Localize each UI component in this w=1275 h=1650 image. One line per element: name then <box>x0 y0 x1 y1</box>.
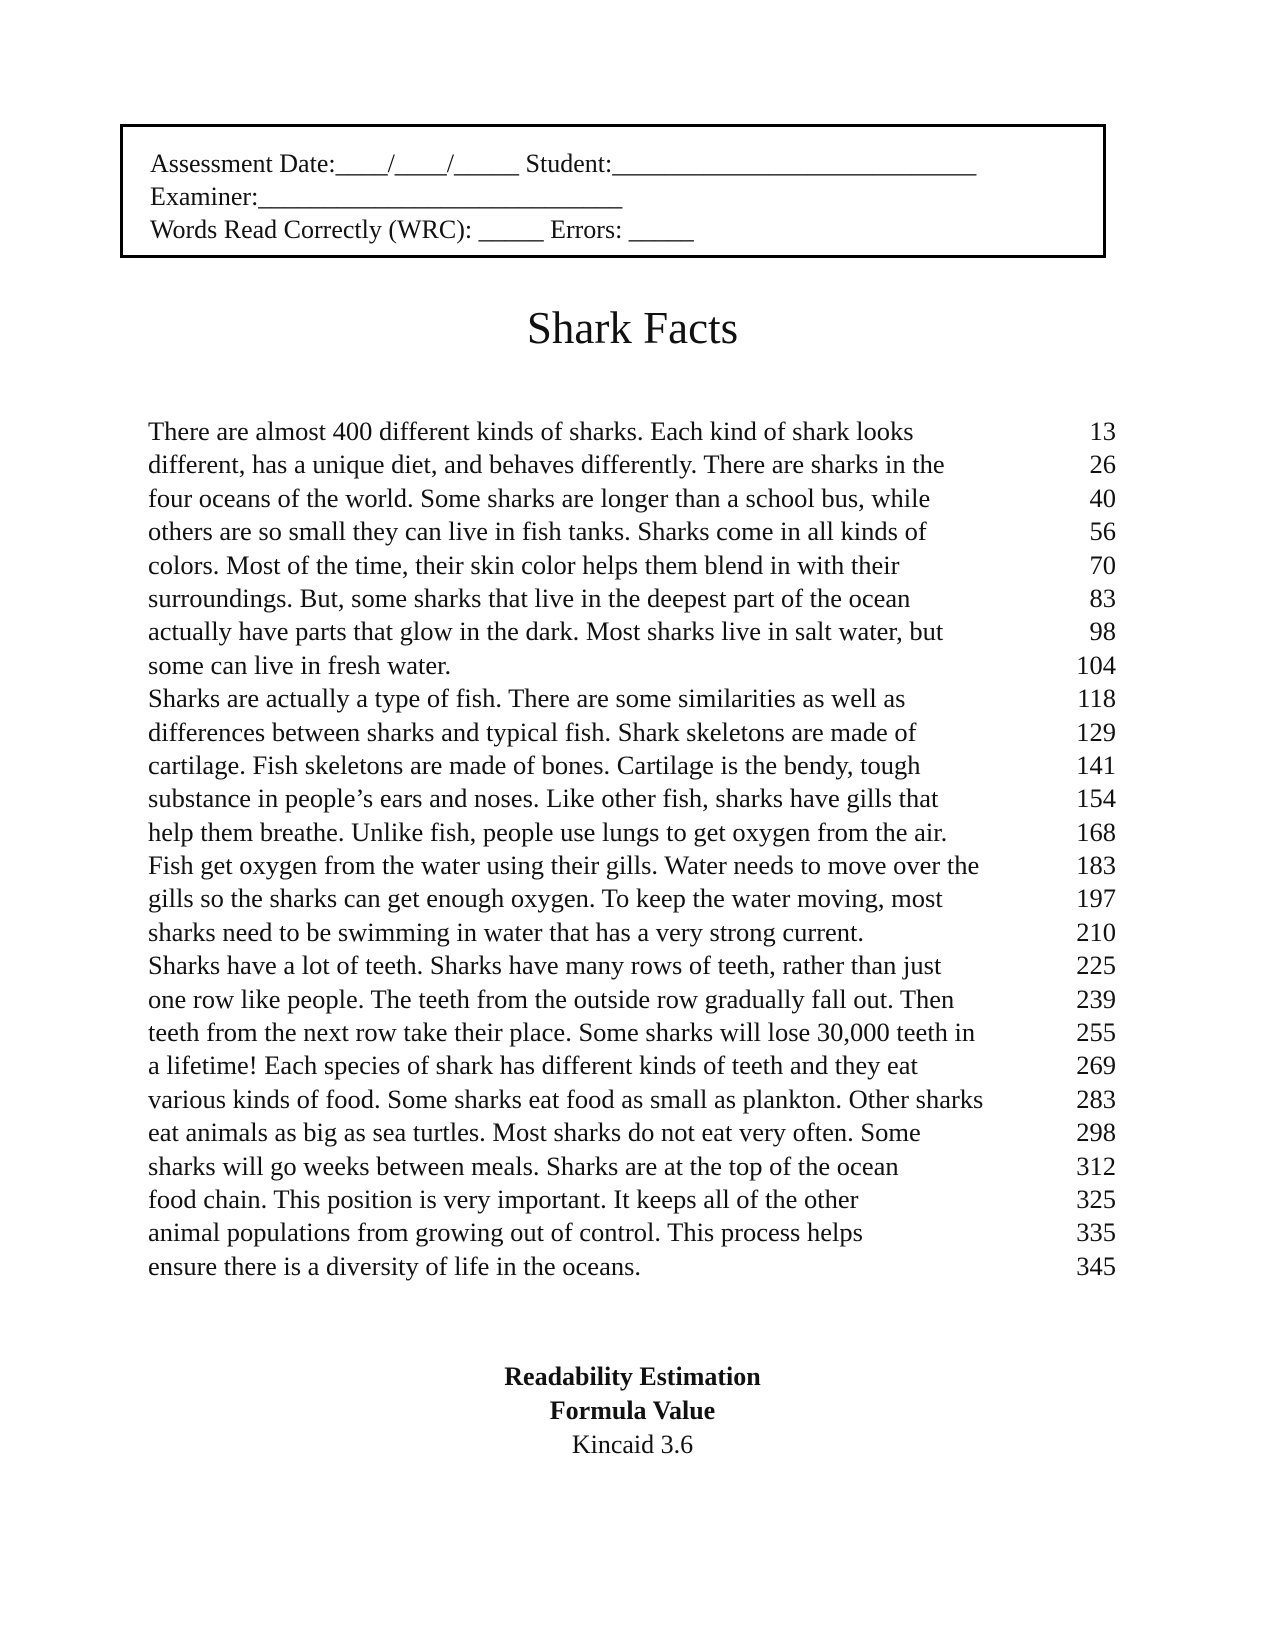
line-text: others are so small they can live in fish tanks. Sharks come in all kinds of <box>148 516 927 547</box>
line-text: eat animals as big as sea turtles. Most sharks do not eat very often. Some <box>148 1117 921 1148</box>
word-count: 56 <box>1089 516 1116 547</box>
passage-line <box>148 949 1116 982</box>
passage-line <box>148 515 1116 548</box>
line-text: a lifetime! Each species of shark has different kinds of teeth and they eat <box>148 1050 918 1081</box>
word-count: 269 <box>1076 1050 1116 1081</box>
page-title: Shark Facts <box>526 303 739 353</box>
line-text: differences between sharks and typical fish. Shark skeletons are made of <box>148 716 917 747</box>
kincaid-value: Kincaid 3.6 <box>571 1430 694 1459</box>
word-count: 141 <box>1076 749 1116 780</box>
passage-line <box>148 1150 1116 1183</box>
line-text: various kinds of food. Some sharks eat food as small as plankton. Other sharks <box>148 1083 984 1114</box>
passage-line <box>148 1016 1116 1049</box>
word-count: 129 <box>1076 716 1116 747</box>
passage-line <box>148 1083 1116 1116</box>
line-text: Fish get oxygen from the water using their gills. Water needs to move over the <box>148 850 980 881</box>
line-text: cartilage. Fish skeletons are made of bones. Cartilage is the bendy, tough <box>148 749 921 780</box>
word-count: 98 <box>1089 616 1116 647</box>
word-count: 83 <box>1089 582 1116 613</box>
word-count: 154 <box>1076 783 1116 814</box>
line-text: help them breathe. Unlike fish, people use lungs to get oxygen from the air. <box>148 816 948 847</box>
word-count: 210 <box>1076 916 1116 947</box>
passage-line <box>148 549 1116 582</box>
line-text: substance in people’s ears and noses. Like other fish, sharks have gills that <box>148 783 939 814</box>
passage-line <box>148 849 1116 882</box>
examiner-line: Examiner:____________________________ <box>150 182 623 211</box>
line-text: Sharks have a lot of teeth. Sharks have many rows of teeth, rather than just <box>148 950 942 981</box>
line-text: ensure there is a diversity of life in the oceans. <box>148 1250 642 1281</box>
word-count: 168 <box>1076 816 1116 847</box>
passage-line <box>148 649 1116 682</box>
wrc-errors-line: Words Read Correctly (WRC): _____ Errors: _____ <box>150 215 694 244</box>
passage-line <box>148 749 1116 782</box>
passage-line <box>148 682 1116 715</box>
assessment-date-student-line: Assessment Date:____/____/_____ Student:____________________________ <box>150 149 977 178</box>
word-count: 298 <box>1076 1117 1116 1148</box>
passage-line <box>148 415 1116 448</box>
passage-line <box>148 1183 1116 1216</box>
passage-line <box>148 482 1116 515</box>
word-count: 183 <box>1076 850 1116 881</box>
passage-line <box>148 916 1116 949</box>
line-text: sharks need to be swimming in water that has a very strong current. <box>148 916 865 947</box>
passage-line <box>148 1116 1116 1149</box>
assessment-header-box <box>120 124 1106 258</box>
line-text: food chain. This position is very important. It keeps all of the other <box>148 1183 859 1214</box>
reading-passage <box>148 415 1116 1283</box>
word-count: 345 <box>1076 1250 1116 1281</box>
word-count: 26 <box>1089 449 1116 480</box>
line-text: There are almost 400 different kinds of sharks. Each kind of shark looks <box>148 416 914 446</box>
word-count: 255 <box>1076 1017 1116 1048</box>
line-text: different, has a unique diet, and behaves differently. There are sharks in the <box>148 449 945 480</box>
readability-footer <box>0 1360 1265 1462</box>
passage-line <box>148 1216 1116 1249</box>
formula-value-heading: Formula Value <box>549 1396 716 1425</box>
word-count: 118 <box>1077 683 1116 714</box>
word-count: 70 <box>1089 549 1116 580</box>
line-text: surroundings. But, some sharks that live in the deepest part of the ocean <box>148 582 911 613</box>
passage-line <box>148 816 1116 849</box>
line-text: Sharks are actually a type of fish. There are some similarities as well as <box>148 683 906 714</box>
line-text: colors. Most of the time, their skin color helps them blend in with their <box>148 549 900 580</box>
word-count: 197 <box>1076 883 1116 914</box>
passage-line <box>148 615 1116 648</box>
passage-line <box>148 716 1116 749</box>
passage-line <box>148 782 1116 815</box>
line-text: gills so the sharks can get enough oxygen. To keep the water moving, most <box>148 883 943 914</box>
passage-line <box>148 882 1116 915</box>
word-count: 283 <box>1076 1083 1116 1114</box>
word-count: 13 <box>1089 416 1116 446</box>
line-text: sharks will go weeks between meals. Sharks are at the top of the ocean <box>148 1150 899 1181</box>
readability-heading: Readability Estimation <box>504 1362 761 1391</box>
passage-line <box>148 448 1116 481</box>
line-text: actually have parts that glow in the dark. Most sharks live in salt water, but <box>148 616 944 647</box>
line-text: four oceans of the world. Some sharks are longer than a school bus, while <box>148 482 931 513</box>
passage-line <box>148 983 1116 1016</box>
line-text: some can live in fresh water. <box>148 649 452 680</box>
word-count: 225 <box>1076 950 1116 981</box>
word-count: 104 <box>1076 649 1116 680</box>
passage-line <box>148 582 1116 615</box>
word-count: 325 <box>1076 1183 1116 1214</box>
line-text: animal populations from growing out of control. This process helps <box>148 1217 863 1248</box>
word-count: 312 <box>1076 1150 1116 1181</box>
line-text: teeth from the next row take their place. Some sharks will lose 30,000 teeth in <box>148 1017 976 1048</box>
word-count: 239 <box>1076 983 1116 1014</box>
passage-line <box>148 1049 1116 1082</box>
passage-line <box>148 1250 1116 1283</box>
line-text: one row like people. The teeth from the outside row gradually fall out. Then <box>148 983 955 1014</box>
word-count: 335 <box>1076 1217 1116 1248</box>
word-count: 40 <box>1089 482 1116 513</box>
